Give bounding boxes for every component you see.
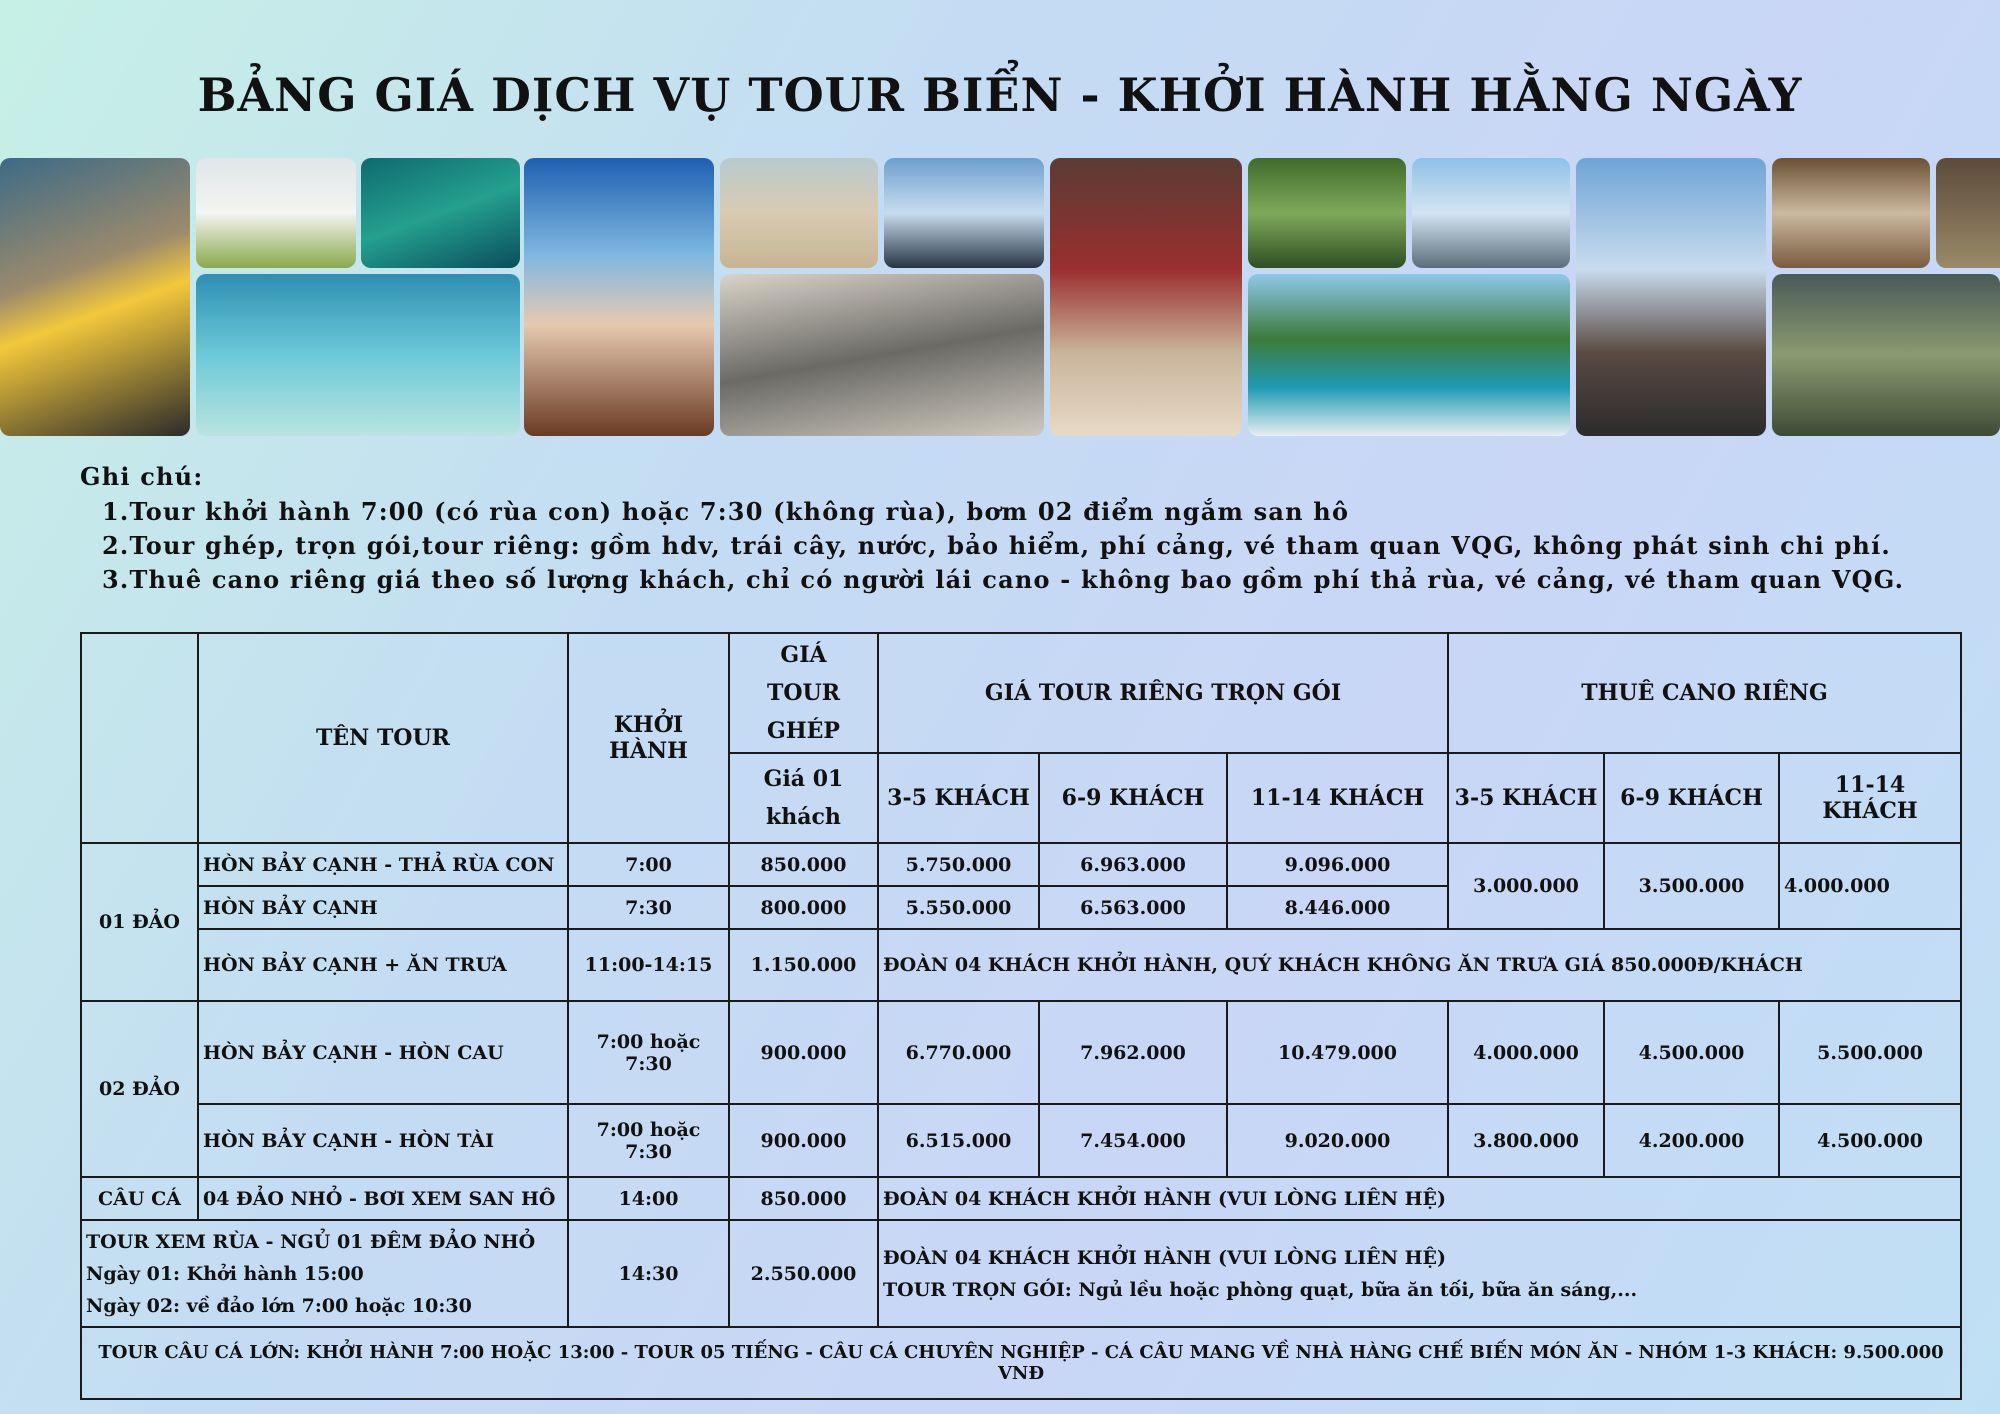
- table-row: [81, 1220, 1961, 1327]
- cano-price-6-9: 4.200.000: [1604, 1104, 1779, 1177]
- header-cano-rieng: THUÊ CANO RIÊNG: [1448, 633, 1961, 753]
- note-marker: 2.: [102, 531, 130, 560]
- departure-time: 7:00 hoặc 7:30: [568, 1001, 729, 1104]
- turtle-tour-day2: Ngày 02: về đảo lớn 7:00 hoặc 10:30: [86, 1294, 472, 1317]
- departure-time: 7:00 hoặc 7:30: [568, 1104, 729, 1177]
- note-marker: 3.: [102, 565, 130, 594]
- table-row: [81, 843, 1961, 886]
- group-01-dao: 01 ĐẢO: [81, 843, 198, 1001]
- cano-price-3-5: 4.000.000: [1448, 1001, 1604, 1104]
- tour-name: HÒN BẢY CẠNH - HÒN CAU: [198, 1001, 568, 1104]
- cano-price-11-14: 5.500.000: [1779, 1001, 1961, 1104]
- shared-price: 900.000: [729, 1001, 878, 1104]
- table-row: [81, 1177, 1961, 1220]
- private-price-3-5: 5.750.000: [878, 843, 1039, 886]
- tour-name: HÒN BẢY CẠNH: [198, 886, 568, 929]
- header-khoi-hanh: KHỞI HÀNH: [568, 633, 729, 843]
- price-table: [80, 632, 1962, 1400]
- note-text: Tour khởi hành 7:00 (có rùa con) hoặc 7:30 (không rùa), bơm 02 điểm ngắm san hô: [129, 497, 1350, 526]
- edge-crop-top-photo: [1936, 158, 2000, 268]
- fishing-tour-footer: TOUR CÂU CÁ LỚN: KHỞI HÀNH 7:00 HOẶC 13:00 - TOUR 05 TIẾNG - CÂU CÁ CHUYÊN NGHIỆP - CÁ CÂU MANG VỀ NHÀ HÀNG CHẾ BIẾN MÓN ĂN - NHÓM 1-3 KHÁCH: 9.500.000 VNĐ: [81, 1327, 1961, 1399]
- table-row: [81, 929, 1961, 1001]
- page-title: BẢNG GIÁ DỊCH VỤ TOUR BIỂN - KHỞI HÀNH HẰNG NGÀY: [197, 68, 1803, 122]
- cano-price-6-9: 3.500.000: [1604, 843, 1779, 929]
- header-tour-rieng: GIÁ TOUR RIÊNG TRỌN GÓI: [878, 633, 1448, 753]
- header-gia-tour-ghep-text: GIÁ TOUR GHÉP: [766, 642, 840, 744]
- island-trek-photo: [1248, 158, 1406, 268]
- turtle-tour-desc: [81, 1220, 568, 1327]
- cano-price-11-14: 4.000.000: [1779, 843, 1961, 929]
- notes-section: [80, 462, 1904, 597]
- turtles-on-sand-photo: [720, 158, 878, 268]
- header-gia-tour-ghep: [729, 633, 878, 753]
- cano-price-11-14: 4.500.000: [1779, 1104, 1961, 1177]
- private-price-3-5: 6.515.000: [878, 1104, 1039, 1177]
- boat-lounge-photo: [196, 158, 356, 268]
- tour-name: HÒN BẢY CẠNH - THẢ RÙA CON: [198, 843, 568, 886]
- private-price-6-9: 6.963.000: [1039, 843, 1227, 886]
- departure-time: 7:30: [568, 886, 729, 929]
- header-cano-6-9: 6-9 KHÁCH: [1604, 753, 1779, 843]
- private-price-11-14: 8.446.000: [1227, 886, 1448, 929]
- header-cano-3-5: 3-5 KHÁCH: [1448, 753, 1604, 843]
- header-cano-11-14: 11-14 KHÁCH: [1779, 753, 1961, 843]
- table-row: [81, 1001, 1961, 1104]
- shared-price: 850.000: [729, 1177, 878, 1220]
- cano-price-3-5: 3.000.000: [1448, 843, 1604, 929]
- private-price-11-14: 9.020.000: [1227, 1104, 1448, 1177]
- cano-price-3-5: 3.800.000: [1448, 1104, 1604, 1177]
- note-item: [102, 495, 1904, 529]
- shared-price: 850.000: [729, 843, 878, 886]
- header-gia-01-khach: [729, 753, 878, 843]
- private-price-3-5: 6.770.000: [878, 1001, 1039, 1104]
- header-gia-01-khach-text: Giá 01 khách: [763, 766, 844, 830]
- note-text: Tour ghép, trọn gói,tour riêng: gồm hdv, trái cây, nước, bảo hiểm, phí cảng, vé tham quan VQG, không phát sinh chi phí.: [129, 531, 1891, 560]
- shared-price: 800.000: [729, 886, 878, 929]
- header-tr-3-5: 3-5 KHÁCH: [878, 753, 1039, 843]
- boat-at-sea-photo: [884, 158, 1044, 268]
- private-price-11-14: 9.096.000: [1227, 843, 1448, 886]
- snorkel-fins-photo: [0, 158, 190, 436]
- table-footer-row: [81, 1327, 1961, 1399]
- men-with-fish-photo: [1576, 158, 1766, 436]
- departure-time: 11:00-14:15: [568, 929, 729, 1001]
- header-ten-tour: TÊN TOUR: [198, 633, 568, 843]
- speedboat-island-photo: [1248, 274, 1570, 436]
- private-price-6-9: 6.563.000: [1039, 886, 1227, 929]
- group-cau-ca: CÂU CÁ: [81, 1177, 198, 1220]
- header-tr-6-9: 6-9 KHÁCH: [1039, 753, 1227, 843]
- private-price-6-9: 7.454.000: [1039, 1104, 1227, 1177]
- note-item: [102, 563, 1904, 597]
- shared-price: 2.550.000: [729, 1220, 878, 1327]
- turtle-eggs-photo: [1772, 158, 1930, 268]
- tour-name: 04 ĐẢO NHỎ - BƠI XEM SAN HÔ: [198, 1177, 568, 1220]
- coral-reef-photo: [361, 158, 520, 268]
- private-price-3-5: 5.550.000: [878, 886, 1039, 929]
- row-note: ĐOÀN 04 KHÁCH KHỞI HÀNH (VUI LÒNG LIÊN HỆ): [878, 1177, 1961, 1220]
- row-note: ĐOÀN 04 KHÁCH KHỞI HÀNH, QUÝ KHÁCH KHÔNG ĂN TRƯA GIÁ 850.000Đ/KHÁCH: [878, 929, 1961, 1001]
- table-row: [81, 1104, 1961, 1177]
- turtle-tour-day1: Ngày 01: Khởi hành 15:00: [86, 1262, 364, 1285]
- note-text: Thuê cano riêng giá theo số lượng khách, chỉ có người lái cano - không bao gồm phí thả rùa, vé cảng, vé tham quan VQG.: [129, 565, 1905, 594]
- group-02-dao: 02 ĐẢO: [81, 1001, 198, 1177]
- private-price-11-14: 10.479.000: [1227, 1001, 1448, 1104]
- tour-name: HÒN BẢY CẠNH + ĂN TRƯA: [198, 929, 568, 1001]
- row-note-line1: ĐOÀN 04 KHÁCH KHỞI HÀNH (VUI LÒNG LIÊN HỆ): [883, 1246, 1447, 1269]
- cano-price-6-9: 4.500.000: [1604, 1001, 1779, 1104]
- departure-time: 14:30: [568, 1220, 729, 1327]
- woman-swimming-photo: [196, 274, 520, 436]
- departure-time: 7:00: [568, 843, 729, 886]
- header-empty-cell: [81, 633, 198, 843]
- baby-turtles-photo: [720, 274, 1044, 436]
- private-price-6-9: 7.962.000: [1039, 1001, 1227, 1104]
- people-with-baskets-photo: [1050, 158, 1242, 436]
- fish-catch-photo: [1412, 158, 1570, 268]
- shared-price: 900.000: [729, 1104, 878, 1177]
- tour-name: HÒN BẢY CẠNH - HÒN TÀI: [198, 1104, 568, 1177]
- header-tr-11-14: 11-14 KHÁCH: [1227, 753, 1448, 843]
- notes-heading: Ghi chú:: [80, 462, 204, 491]
- departure-time: 14:00: [568, 1177, 729, 1220]
- note-marker: 1.: [102, 497, 130, 526]
- row-note: [878, 1220, 1961, 1327]
- turtle-tour-title: TOUR XEM RÙA - NGỦ 01 ĐÊM ĐẢO NHỎ: [86, 1230, 536, 1253]
- photo-collage: [0, 158, 2000, 436]
- row-note-line2: TOUR TRỌN GÓI: Ngủ lều hoặc phòng quạt, bữa ăn tối, bữa ăn sáng,...: [883, 1278, 1638, 1301]
- woman-on-boat-photo: [524, 158, 714, 436]
- people-releasing-turtles-photo: [1772, 274, 2000, 436]
- shared-price: 1.150.000: [729, 929, 878, 1001]
- note-item: [102, 529, 1904, 563]
